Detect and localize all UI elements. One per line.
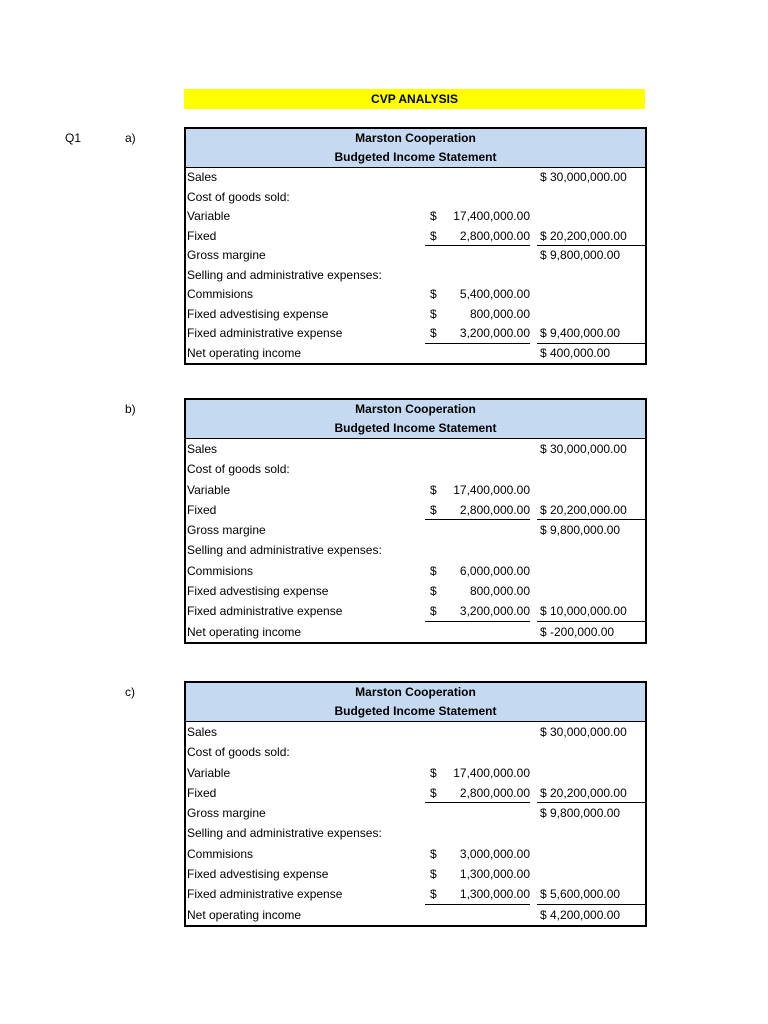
statement-row [186, 520, 645, 540]
amount-column-1 [425, 783, 530, 803]
row-label: Fixed advestising expense [187, 867, 329, 882]
row-label: Fixed advestising expense [187, 584, 329, 599]
row-label: Net operating income [187, 624, 302, 639]
amount-value: 2,800,000.00 [459, 502, 530, 517]
statement-title: Budgeted Income Statement [334, 704, 497, 718]
row-label: Sales [187, 442, 218, 456]
amount-value: 1,300,000.00 [459, 867, 530, 882]
statement-row [186, 439, 645, 459]
amount-column-2 [537, 722, 645, 742]
statement-row [186, 188, 645, 208]
row-label: Net operating income [187, 907, 302, 922]
statement-row [186, 864, 645, 884]
total-value: $ 20,200,000.00 [540, 785, 627, 800]
statement-row [186, 246, 645, 266]
amount-value: 2,800,000.00 [459, 785, 530, 800]
amount-column-1 [425, 500, 530, 520]
currency-symbol: $ [430, 887, 437, 902]
row-label: Commisions [187, 287, 254, 301]
currency-symbol: $ [430, 867, 437, 882]
amount-column-1 [425, 285, 530, 305]
amount-value: 1,300,000.00 [459, 887, 530, 902]
total-value: $ 20,200,000.00 [540, 228, 627, 243]
total-value: $ 9,800,000.00 [540, 248, 621, 262]
amount-column-2 [537, 601, 645, 621]
statement-row [186, 803, 645, 823]
amount-value: 17,400,000.00 [453, 482, 530, 497]
row-label: Gross margine [187, 523, 266, 538]
currency-symbol: $ [430, 563, 437, 578]
amount-value: 2,800,000.00 [459, 228, 530, 243]
currency-symbol: $ [430, 209, 437, 223]
currency-symbol: $ [430, 228, 437, 243]
statement-row [186, 324, 645, 344]
statement-row [186, 285, 645, 305]
row-label: Sales [187, 725, 218, 739]
statement-row [186, 227, 645, 247]
statement-row [186, 344, 645, 364]
amount-column-2 [537, 324, 645, 344]
amount-value: 5,400,000.00 [459, 287, 530, 301]
currency-symbol: $ [430, 765, 437, 780]
amount-column-2 [537, 246, 645, 266]
row-label: Variable [187, 482, 231, 497]
amount-value: 800,000.00 [469, 306, 530, 321]
currency-symbol: $ [430, 604, 437, 619]
statement-row [186, 500, 645, 520]
statement-row [186, 540, 645, 560]
row-label: Selling and administrative expenses: [187, 267, 382, 282]
total-value: $ 9,400,000.00 [540, 326, 621, 340]
row-label: Cost of goods sold: [187, 189, 290, 204]
currency-symbol: $ [430, 846, 437, 861]
statement-header [186, 129, 645, 168]
amount-column-2 [537, 439, 645, 459]
row-label: Sales [187, 170, 218, 184]
currency-symbol: $ [430, 306, 437, 321]
row-label: Fixed [187, 785, 217, 800]
statement-row [186, 480, 645, 500]
page-title: CVP ANALYSIS [184, 89, 645, 109]
row-label: Net operating income [187, 345, 302, 360]
part-label-a: a) [125, 131, 136, 145]
row-label: Fixed advestising expense [187, 306, 329, 321]
income-statement-b [184, 398, 647, 644]
amount-column-1 [425, 864, 530, 884]
statement-row [186, 581, 645, 601]
statement-title: Budgeted Income Statement [334, 150, 497, 164]
total-value: $ 30,000,000.00 [540, 442, 627, 456]
currency-symbol: $ [430, 482, 437, 497]
currency-symbol: $ [430, 584, 437, 599]
amount-column-1 [425, 561, 530, 581]
amount-column-2 [537, 168, 645, 188]
total-value: $ 10,000,000.00 [540, 604, 627, 619]
total-value: $ 20,200,000.00 [540, 502, 627, 517]
row-label: Variable [187, 765, 231, 780]
row-label: Cost of goods sold: [187, 745, 290, 760]
total-value: $ -200,000.00 [540, 624, 615, 639]
amount-column-1 [425, 884, 530, 904]
statement-row [186, 622, 645, 642]
amount-column-2 [537, 227, 645, 247]
part-label-c: c) [125, 685, 135, 699]
statement-row [186, 823, 645, 843]
amount-column-2 [537, 344, 645, 364]
amount-column-2 [537, 500, 645, 520]
amount-column-2 [537, 622, 645, 642]
amount-column-1 [425, 480, 530, 500]
total-value: $ 400,000.00 [540, 345, 611, 360]
total-value: $ 5,600,000.00 [540, 887, 621, 902]
statement-row [186, 168, 645, 188]
statement-row [186, 783, 645, 803]
currency-symbol: $ [430, 287, 437, 301]
amount-column-2 [537, 783, 645, 803]
amount-column-1 [425, 763, 530, 783]
amount-column-2 [537, 520, 645, 540]
amount-value: 3,200,000.00 [459, 604, 530, 619]
currency-symbol: $ [430, 785, 437, 800]
income-statement-a [184, 127, 647, 365]
income-statement-c [184, 681, 647, 927]
statement-row [186, 763, 645, 783]
amount-value: 6,000,000.00 [459, 563, 530, 578]
row-label: Fixed [187, 502, 217, 517]
amount-column-2 [537, 905, 645, 925]
statement-row [186, 884, 645, 904]
question-label: Q1 [65, 131, 82, 145]
total-value: $ 4,200,000.00 [540, 907, 621, 922]
company-name: Marston Cooperation [355, 685, 476, 699]
amount-column-1 [425, 581, 530, 601]
statement-row [186, 561, 645, 581]
part-label-b: b) [125, 402, 136, 416]
total-value: $ 9,800,000.00 [540, 806, 621, 821]
total-value: $ 9,800,000.00 [540, 523, 621, 538]
row-label: Commisions [187, 563, 254, 578]
amount-value: 3,200,000.00 [459, 326, 530, 340]
statement-row [186, 207, 645, 227]
statement-row [186, 459, 645, 479]
amount-value: 17,400,000.00 [453, 765, 530, 780]
statement-row [186, 905, 645, 925]
statement-row [186, 844, 645, 864]
total-value: $ 30,000,000.00 [540, 725, 627, 739]
currency-symbol: $ [430, 502, 437, 517]
amount-column-1 [425, 227, 530, 247]
amount-column-1 [425, 207, 530, 227]
statement-row [186, 305, 645, 325]
row-label: Fixed administrative expense [187, 326, 343, 340]
row-label: Cost of goods sold: [187, 462, 290, 477]
company-name: Marston Cooperation [355, 131, 476, 145]
statement-row [186, 266, 645, 286]
amount-column-1 [425, 324, 530, 344]
statement-row [186, 722, 645, 742]
row-label: Gross margine [187, 806, 266, 821]
total-value: $ 30,000,000.00 [540, 170, 627, 184]
statement-header [186, 683, 645, 722]
row-label: Fixed administrative expense [187, 604, 343, 619]
row-label: Commisions [187, 846, 254, 861]
row-label: Fixed [187, 228, 217, 243]
row-label: Variable [187, 209, 231, 223]
amount-column-2 [537, 884, 645, 904]
statement-title: Budgeted Income Statement [334, 421, 497, 435]
currency-symbol: $ [430, 326, 437, 340]
amount-column-2 [537, 803, 645, 823]
statement-header [186, 400, 645, 439]
amount-value: 800,000.00 [469, 584, 530, 599]
amount-value: 17,400,000.00 [453, 209, 530, 223]
amount-value: 3,000,000.00 [459, 846, 530, 861]
row-label: Selling and administrative expenses: [187, 826, 382, 841]
amount-column-1 [425, 601, 530, 621]
statement-row [186, 601, 645, 621]
statement-row [186, 742, 645, 762]
row-label: Fixed administrative expense [187, 887, 343, 902]
amount-column-1 [425, 305, 530, 325]
row-label: Gross margine [187, 248, 266, 262]
amount-column-1 [425, 844, 530, 864]
company-name: Marston Cooperation [355, 402, 476, 416]
row-label: Selling and administrative expenses: [187, 543, 382, 558]
